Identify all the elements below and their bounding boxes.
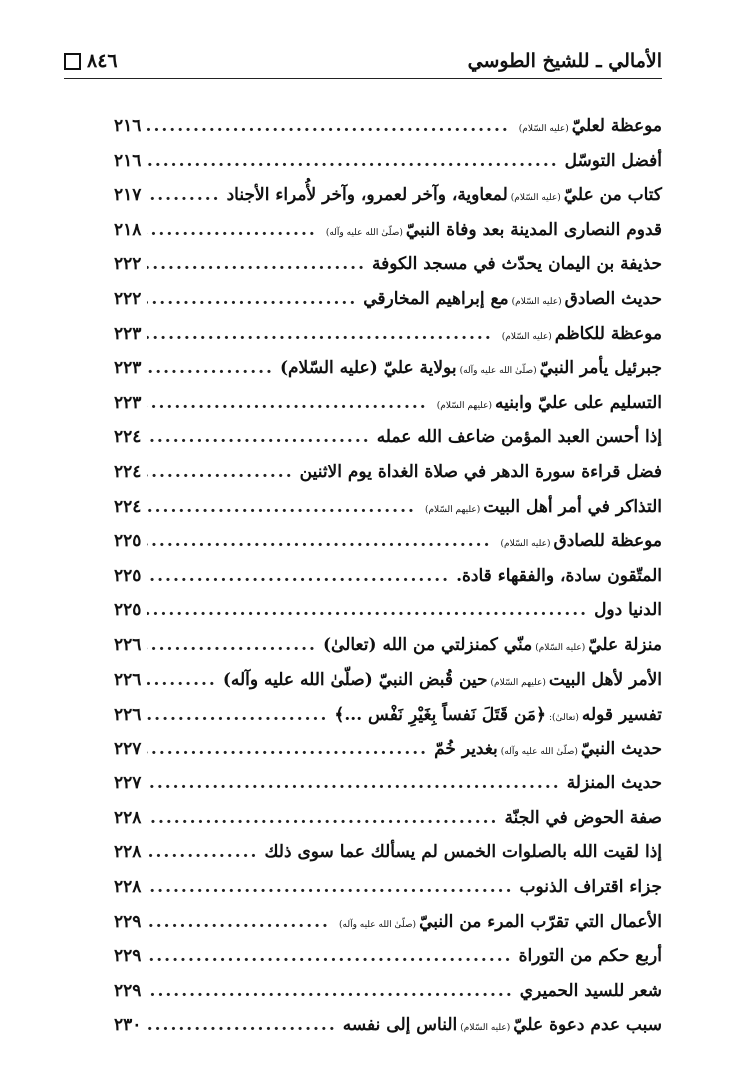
- toc-entry: [114, 773, 662, 808]
- dot-leader: [147, 393, 427, 413]
- toc-entry-honorific: (صلّىٰ الله عليه وآله): [500, 746, 578, 757]
- toc-entry-title-rest: ﴿مَن قَتَلَ نَفساً بِغَيْرِ نَفْس ...﴾: [334, 705, 546, 726]
- toc-entry-page: ٢٢٣: [114, 392, 142, 413]
- square-box-icon: [64, 53, 81, 70]
- dot-leader: [147, 427, 370, 447]
- toc-entry-page: ٢٢٢: [114, 254, 142, 275]
- toc-entry-page: ٢٢٨: [114, 807, 142, 828]
- toc-entry-honorific: (عليهم السّلام): [490, 677, 546, 688]
- toc-entry: [114, 946, 662, 981]
- toc-entry-title: [377, 427, 662, 447]
- toc-entry-title: [456, 566, 662, 586]
- toc-entry-title-main: إذا أحسن العبد المؤمن ضاعف الله عمله: [376, 427, 662, 448]
- toc-entry-page: ٢٢٤: [114, 427, 142, 448]
- toc-entry-title-rest: حين قُبض النبيّ (صلّىٰ الله عليه وآله): [222, 669, 488, 690]
- toc-entry-title: [499, 324, 662, 344]
- dot-leader: [147, 877, 513, 897]
- toc-entry-title-main: أفضل التوسّل: [564, 150, 662, 171]
- page-number-text: ٨٤٦: [87, 50, 118, 72]
- toc-entry-page: ٢٣٠: [114, 1015, 142, 1036]
- toc-entry-title: [334, 704, 662, 725]
- toc-entry: [114, 808, 662, 843]
- toc-entry-title-rest: لمعاوية، وآخر لعمرو، وآخر لأُمراء الأجناد: [226, 185, 508, 206]
- dot-leader: [147, 220, 316, 240]
- toc-entry: [114, 358, 662, 393]
- toc-entry: [114, 877, 662, 912]
- toc-entry-title-rest: منّي كمنزلتي من الله (تعالىٰ): [322, 634, 533, 655]
- toc-entry-page: ٢١٨: [114, 219, 142, 240]
- toc-entry-title: [363, 289, 662, 309]
- toc-entry-title-main: إذا لقيت الله بالصلوات الخمس لم يسألك عما سوى ذلك: [264, 842, 662, 863]
- toc-entry-title-main: موعظة لعليّ: [571, 116, 662, 136]
- toc-entry-page: ٢٢٧: [114, 773, 142, 794]
- toc-entry-honorific: (عليه السّلام): [511, 296, 562, 307]
- toc-entry-title: [520, 877, 663, 897]
- toc-entry-title-main: المتّقون سادة، والفقهاء قادة.: [456, 565, 662, 586]
- toc-entry-title-main: موعظة للصادق: [553, 531, 662, 552]
- toc-entry-title-main: حديث النبيّ: [580, 738, 662, 759]
- toc-entry: [114, 497, 662, 532]
- toc-entry-title: [372, 254, 662, 274]
- dot-leader: [147, 705, 328, 725]
- toc-entry-title-main: جبرئيل يأمر النبيّ: [539, 358, 662, 379]
- toc-entry-title: [280, 358, 662, 378]
- toc-entry-title: [223, 670, 662, 690]
- dot-leader: [147, 116, 509, 136]
- dot-leader: [147, 151, 558, 171]
- dot-leader: [147, 324, 492, 344]
- toc-entry-honorific: (تعالىٰ):: [548, 713, 579, 724]
- toc-entry-title-main: جزاء اقتراف الذنوب: [519, 877, 662, 898]
- toc-entry-honorific: (عليه السّلام): [510, 193, 561, 204]
- toc-entry-title: [323, 220, 662, 240]
- toc-entry-title: [434, 393, 662, 413]
- toc-entry-page: ٢٢٩: [114, 946, 142, 967]
- toc-entry-honorific: (عليه السّلام): [501, 331, 552, 342]
- dot-leader: [147, 497, 416, 517]
- toc-entry-honorific: (صلّىٰ الله عليه وآله): [338, 919, 417, 930]
- toc-entry-title-main: منزلة عليّ: [588, 634, 662, 655]
- dot-leader: [147, 842, 258, 862]
- toc-entry-page: ٢٢٥: [114, 531, 142, 552]
- toc-entry: [114, 981, 662, 1016]
- toc-entry: [114, 151, 662, 186]
- toc-entry-page: ٢٢٣: [114, 358, 142, 379]
- toc-entry-honorific: (عليهم السّلام): [436, 400, 493, 411]
- dot-leader: [147, 773, 560, 793]
- dot-leader: [147, 358, 274, 378]
- toc-entry: [114, 739, 662, 774]
- toc-entry-honorific: (عليه السّلام): [518, 124, 569, 134]
- toc-entry-page: ٢٢٥: [114, 600, 142, 621]
- toc-entry-page: ٢٢٢: [114, 288, 142, 309]
- dot-leader: [147, 635, 317, 655]
- dot-leader: [147, 1015, 336, 1035]
- toc-entry: [114, 842, 662, 877]
- toc-entry-title: [504, 808, 662, 828]
- dot-leader: [147, 254, 366, 274]
- toc-entry-title: [567, 773, 662, 793]
- toc-entry-page: ٢٢٨: [114, 842, 142, 863]
- dot-leader: [147, 912, 330, 932]
- toc-entry-title: [516, 116, 662, 136]
- toc-entry-honorific: (عليه السّلام): [500, 539, 551, 550]
- dot-leader: [147, 531, 491, 551]
- dot-leader: [147, 600, 588, 620]
- toc-entry-page: ٢٢٩: [114, 911, 142, 932]
- toc-entry-honorific: (عليه السّلام): [535, 642, 586, 653]
- page-header: [64, 44, 662, 79]
- toc-entry-page: ٢٢٧: [114, 738, 142, 759]
- toc-entry-page: ٢٢٥: [114, 565, 142, 586]
- toc-entry-page: ٢٢٤: [114, 496, 142, 517]
- toc-entry-title: [565, 151, 662, 171]
- toc-entry-title-main: صفة الحوض في الجنّة: [504, 807, 662, 828]
- toc-entry-title-main: شعر للسيد الحميري: [519, 980, 662, 1001]
- toc-entry-title: [336, 912, 662, 932]
- toc-entry: [114, 289, 662, 324]
- toc-entry-title-main: أربع حكم من التوراة: [518, 946, 662, 967]
- dot-leader: [147, 289, 357, 309]
- toc-entry-title: [520, 981, 662, 1001]
- toc-entry-page: ٢٢٩: [114, 980, 142, 1001]
- toc-entry-title-main: التذاكر في أمر أهل البيت: [483, 496, 662, 517]
- toc-entry-title: [519, 946, 662, 966]
- dot-leader: [147, 808, 498, 828]
- running-title: الأمالي ـ للشيخ الطوسي: [467, 50, 662, 72]
- toc-entry: [114, 254, 662, 289]
- toc-entry-title-main: التسليم على عليّ وابنيه: [495, 392, 662, 413]
- toc-entry-page: ٢١٧: [114, 185, 142, 206]
- toc-entry-page: ٢٢٨: [114, 877, 142, 898]
- toc-entry-title-main: الأمر لأهل البيت: [548, 669, 662, 690]
- toc-entry-page: ٢٢٦: [114, 669, 142, 690]
- toc-entry-title: [300, 462, 662, 482]
- toc-entry-honorific: (صلّىٰ الله عليه وآله): [459, 366, 537, 377]
- toc-entry: [114, 670, 662, 705]
- toc-entry: [114, 393, 662, 428]
- dot-leader: [147, 946, 512, 966]
- toc-entry-title-main: الأعمال التي تقرّب المرء من النبيّ: [419, 911, 662, 932]
- toc-entry: [114, 635, 662, 670]
- toc-entry-title-main: موعظة للكاظم: [554, 323, 662, 344]
- toc-entry-title: [422, 497, 662, 517]
- toc-entry: [114, 1015, 662, 1050]
- toc-entry-title: [323, 635, 662, 655]
- dot-leader: [147, 566, 450, 586]
- toc-entry-title: [264, 842, 662, 862]
- dot-leader: [147, 670, 216, 690]
- toc-entry-title-rest: بغدير خُمّ: [434, 738, 498, 759]
- toc-entry-page: ٢٢٣: [114, 323, 142, 344]
- page-number: [64, 50, 118, 72]
- toc-entry-page: ٢٢٦: [114, 634, 142, 655]
- toc-entry: [114, 116, 662, 151]
- toc-entry-title-main: حذيفة بن اليمان يحدّث في مسجد الكوفة: [372, 254, 662, 275]
- toc-entry-title-rest: بولاية عليّ (عليه السّلام): [279, 358, 457, 379]
- toc-entry-title-main: سبب عدم دعوة عليّ: [513, 1015, 662, 1036]
- toc-entry-title: [498, 531, 663, 551]
- toc-entry-honorific: (صلّىٰ الله عليه وآله): [325, 227, 403, 238]
- toc-entry: [114, 704, 662, 739]
- toc-entry-title-main: كتاب من عليّ: [563, 185, 662, 206]
- toc-entry: [114, 531, 662, 566]
- dot-leader: [147, 185, 220, 205]
- toc-entry-page: ٢١٦: [114, 116, 142, 136]
- toc-entry: [114, 462, 662, 497]
- toc-entry: [114, 600, 662, 635]
- toc-entry-title: [594, 600, 662, 620]
- toc-entry-page: ٢١٦: [114, 150, 142, 171]
- toc-entry-title-rest: الناس إلى نفسه: [342, 1015, 458, 1036]
- toc-entry-title-main: حديث المنزلة: [566, 773, 662, 794]
- toc-entry-title-main: حديث الصادق: [564, 288, 662, 309]
- toc-entry-title-main: فضل قراءة سورة الدهر في صلاة الغداة يوم الاثنين: [299, 461, 662, 482]
- toc-entry: [114, 427, 662, 462]
- toc-entry-title: [434, 739, 662, 759]
- toc-entry: [114, 185, 662, 220]
- toc-entry-title-main: الدنيا دول: [594, 600, 662, 621]
- toc-entry-title-rest: مع إبراهيم المخارقي: [363, 288, 509, 309]
- toc-entry: [114, 324, 662, 359]
- toc-entry-page: ٢٢٤: [114, 461, 142, 482]
- toc-entry-honorific: (عليه السّلام): [460, 1023, 511, 1034]
- dot-leader: [147, 739, 428, 759]
- toc-entry: [114, 566, 662, 601]
- toc-entry-title-main: قدوم النصارى المدينة بعد وفاة النبيّ: [405, 219, 662, 240]
- toc-entry-title-main: تفسير قوله: [581, 705, 662, 726]
- toc-entry-title: [227, 185, 662, 205]
- toc-entry-page: ٢٢٦: [114, 705, 142, 726]
- toc-entry-honorific: (عليهم السّلام): [424, 504, 481, 515]
- dot-leader: [147, 462, 293, 482]
- toc-entry: [114, 912, 662, 947]
- toc-entry-title: [343, 1015, 662, 1035]
- table-of-contents: [114, 116, 662, 1050]
- toc-entry: [114, 220, 662, 255]
- dot-leader: [147, 981, 513, 1001]
